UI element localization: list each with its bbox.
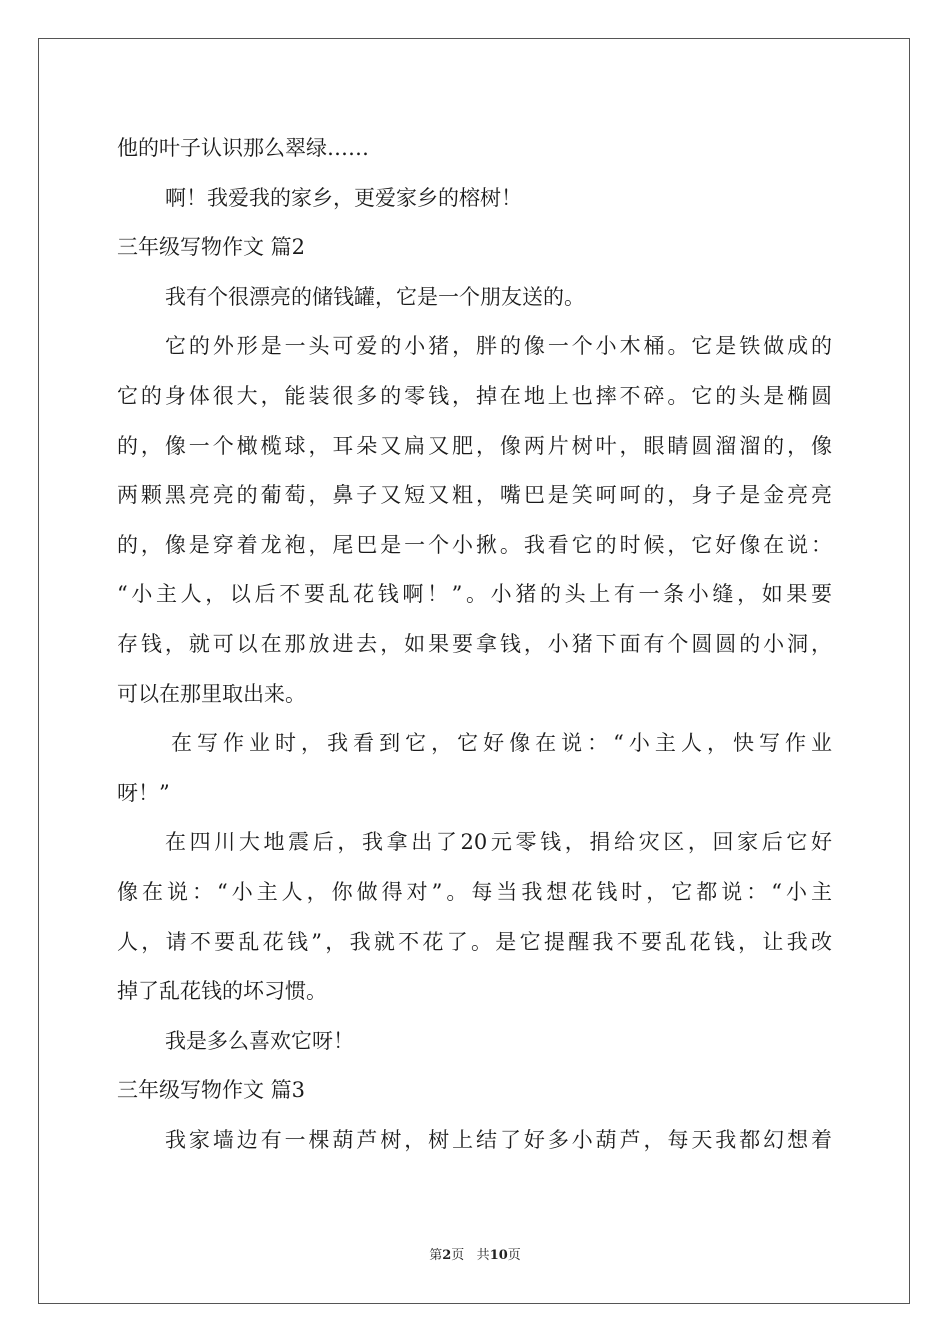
text-line: 他的叶子认识那么翠绿…… — [117, 136, 369, 160]
total-pages: 10 — [489, 1248, 508, 1263]
text-line: 的，像一个橄榄球，耳朵又扁又肥，像两片树叶，眼睛圆溜溜的，像 — [117, 433, 832, 458]
text-line: 啊！我爱我的家乡，更爱家乡的榕树！ — [165, 185, 522, 210]
text-line: 两颗黑亮亮的葡萄，鼻子又短又粗，嘴巴是笑呵呵的，身子是金亮亮 — [117, 483, 832, 508]
text-line: 它的外形是一头可爱的小猪，胖的像一个小木桶。它是铁做成的 — [165, 334, 832, 359]
text-line: “小主人，以后不要乱花钱啊！”。小猪的头上有一条小缝，如果要 — [117, 582, 832, 607]
total-label-post: 页 — [507, 1248, 521, 1263]
page-number: 2 — [442, 1248, 452, 1263]
text-line: 可以在那里取出来。 — [117, 681, 306, 706]
page-label-pre: 第 — [429, 1248, 443, 1263]
text-line: 的，像是穿着龙袍，尾巴是一个小揪。我看它的时候，它好像在说： — [117, 532, 832, 557]
text-line: 呀！” — [117, 780, 170, 805]
text-line: 我有个很漂亮的储钱罐，它是一个朋友送的。 — [165, 284, 585, 309]
document-body — [117, 124, 832, 1165]
total-label-pre: 共 — [476, 1248, 490, 1263]
text-line: 掉了乱花钱的坏习惯。 — [117, 979, 327, 1004]
section-heading: 三年级写物作文 篇3 — [117, 1078, 306, 1103]
page-label-post: 页 — [451, 1248, 465, 1263]
text-line: 像在说：“小主人，你做得对”。每当我想花钱时，它都说：“小主 — [117, 879, 832, 904]
section-heading: 三年级写物作文 篇2 — [117, 235, 306, 260]
text-line: 在四川大地震后，我拿出了20元零钱，捐给灾区，回家后它好 — [165, 830, 832, 855]
text-line: 在写作业时，我看到它，它好像在说：“小主人，快写作业 — [171, 731, 832, 756]
text-line: 人，请不要乱花钱”，我就不花了。是它提醒我不要乱花钱，让我改 — [117, 929, 832, 954]
text-line: 存钱，就可以在那放进去，如果要拿钱，小猪下面有个圆圆的小洞， — [117, 631, 832, 656]
text-line: 我家墙边有一棵葫芦树，树上结了好多小葫芦，每天我都幻想着 — [165, 1127, 832, 1152]
page-footer — [0, 1244, 950, 1263]
text-line: 我是多么喜欢它呀！ — [165, 1028, 354, 1053]
text-line: 它的身体很大，能装很多的零钱，掉在地上也摔不碎。它的头是椭圆 — [117, 383, 832, 408]
